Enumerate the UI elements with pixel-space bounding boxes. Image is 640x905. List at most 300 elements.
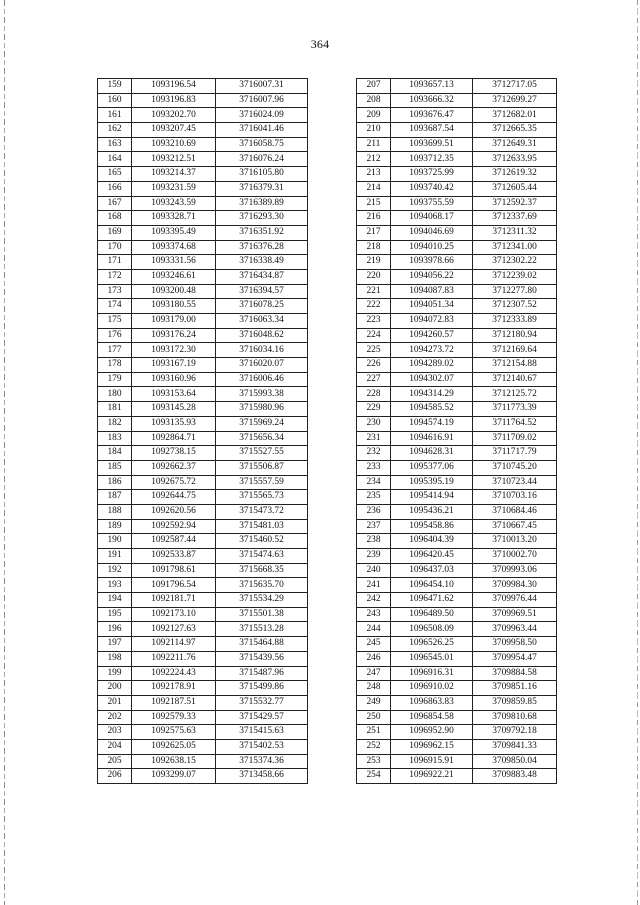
x-coordinate-cell: 1092187.51 (132, 695, 216, 710)
table-row (98, 519, 308, 534)
y-coordinate-cell: 3712277.80 (473, 284, 557, 299)
y-coordinate-cell: 3716006.46 (216, 372, 308, 387)
point-number-cell: 184 (98, 446, 132, 461)
y-coordinate-cell: 3709976.44 (473, 593, 557, 608)
table-row (357, 490, 557, 505)
x-coordinate-cell: 1094302.07 (391, 372, 473, 387)
table-row (98, 446, 308, 461)
table-row (357, 431, 557, 446)
table-row (98, 211, 308, 226)
point-number-cell: 188 (98, 504, 132, 519)
table-row (357, 299, 557, 314)
point-number-cell: 218 (357, 240, 391, 255)
x-coordinate-cell: 1093231.59 (132, 181, 216, 196)
point-number-cell: 197 (98, 637, 132, 652)
x-coordinate-cell: 1092625.05 (132, 739, 216, 754)
table-row (357, 607, 557, 622)
table-row (357, 416, 557, 431)
y-coordinate-cell: 3712633.95 (473, 152, 557, 167)
y-coordinate-cell: 3712605.44 (473, 181, 557, 196)
x-coordinate-cell: 1096952.90 (391, 725, 473, 740)
point-number-cell: 161 (98, 108, 132, 123)
y-coordinate-cell: 3711764.52 (473, 416, 557, 431)
x-coordinate-cell: 1092575.63 (132, 725, 216, 740)
y-coordinate-cell: 3716034.16 (216, 343, 308, 358)
table-row (357, 549, 557, 564)
table-row (357, 167, 557, 182)
table-row (98, 593, 308, 608)
x-coordinate-cell: 1092592.94 (132, 519, 216, 534)
y-coordinate-cell: 3716078.25 (216, 299, 308, 314)
y-coordinate-cell: 3715557.59 (216, 475, 308, 490)
point-number-cell: 170 (98, 240, 132, 255)
x-coordinate-cell: 1095414.94 (391, 490, 473, 505)
x-coordinate-cell: 1092178.91 (132, 681, 216, 696)
x-coordinate-cell: 1094616.91 (391, 431, 473, 446)
y-coordinate-cell: 3712592.37 (473, 196, 557, 211)
point-number-cell: 182 (98, 416, 132, 431)
x-coordinate-cell: 1093331.56 (132, 255, 216, 270)
x-coordinate-cell: 1096962.15 (391, 739, 473, 754)
point-number-cell: 159 (98, 79, 132, 94)
point-number-cell: 241 (357, 578, 391, 593)
x-coordinate-cell: 1093755.59 (391, 196, 473, 211)
y-coordinate-cell: 3710745.20 (473, 460, 557, 475)
x-coordinate-cell: 1093196.54 (132, 79, 216, 94)
point-number-cell: 191 (98, 549, 132, 564)
point-number-cell: 196 (98, 622, 132, 637)
x-coordinate-cell: 1093328.71 (132, 211, 216, 226)
point-number-cell: 246 (357, 651, 391, 666)
x-coordinate-cell: 1094046.69 (391, 225, 473, 240)
y-coordinate-cell: 3712682.01 (473, 108, 557, 123)
table-row (357, 725, 557, 740)
table-row (357, 534, 557, 549)
point-number-cell: 207 (357, 79, 391, 94)
x-coordinate-cell: 1093374.68 (132, 240, 216, 255)
point-number-cell: 199 (98, 666, 132, 681)
table-row (357, 79, 557, 94)
point-number-cell: 222 (357, 299, 391, 314)
point-number-cell: 194 (98, 593, 132, 608)
table-row (98, 431, 308, 446)
point-number-cell: 231 (357, 431, 391, 446)
point-number-cell: 166 (98, 181, 132, 196)
x-coordinate-cell: 1092675.72 (132, 475, 216, 490)
y-coordinate-cell: 3716020.07 (216, 358, 308, 373)
y-coordinate-cell: 3712333.89 (473, 314, 557, 329)
table-row (98, 666, 308, 681)
x-coordinate-cell: 1093699.51 (391, 137, 473, 152)
x-coordinate-cell: 1091796.54 (132, 578, 216, 593)
y-coordinate-cell: 3709884.58 (473, 666, 557, 681)
table-row (98, 269, 308, 284)
table-row (98, 402, 308, 417)
y-coordinate-cell: 3715402.53 (216, 739, 308, 754)
table-row (98, 372, 308, 387)
table-row (357, 593, 557, 608)
point-number-cell: 185 (98, 460, 132, 475)
x-coordinate-cell: 1096489.50 (391, 607, 473, 622)
table-row (98, 622, 308, 637)
table-row (357, 343, 557, 358)
point-number-cell: 179 (98, 372, 132, 387)
table-row (98, 651, 308, 666)
table-row (357, 769, 557, 784)
table-row (357, 637, 557, 652)
table-row (357, 402, 557, 417)
y-coordinate-cell: 3712699.27 (473, 93, 557, 108)
x-coordinate-cell: 1093725.99 (391, 167, 473, 182)
table-row (98, 681, 308, 696)
y-coordinate-cell: 3712311.32 (473, 225, 557, 240)
x-coordinate-cell: 1094574.19 (391, 416, 473, 431)
table-row (98, 387, 308, 402)
point-number-cell: 213 (357, 167, 391, 182)
point-number-cell: 244 (357, 622, 391, 637)
y-coordinate-cell: 3713458.66 (216, 769, 308, 784)
point-number-cell: 167 (98, 196, 132, 211)
y-coordinate-cell: 3716376.28 (216, 240, 308, 255)
table-row (98, 284, 308, 299)
point-number-cell: 245 (357, 637, 391, 652)
y-coordinate-cell: 3716434.87 (216, 269, 308, 284)
point-number-cell: 210 (357, 123, 391, 138)
table-row (98, 710, 308, 725)
y-coordinate-cell: 3715534.29 (216, 593, 308, 608)
table-row (98, 328, 308, 343)
point-number-cell: 230 (357, 416, 391, 431)
point-number-cell: 201 (98, 695, 132, 710)
y-coordinate-cell: 3715473.72 (216, 504, 308, 519)
y-coordinate-cell: 3710667.45 (473, 519, 557, 534)
x-coordinate-cell: 1092662.37 (132, 460, 216, 475)
x-coordinate-cell: 1092638.15 (132, 754, 216, 769)
table-row (357, 460, 557, 475)
x-coordinate-cell: 1095436.21 (391, 504, 473, 519)
table-row (357, 284, 557, 299)
y-coordinate-cell: 3715635.70 (216, 578, 308, 593)
x-coordinate-cell: 1096910.02 (391, 681, 473, 696)
y-coordinate-cell: 3715969.24 (216, 416, 308, 431)
y-coordinate-cell: 3710703.16 (473, 490, 557, 505)
table-row (98, 637, 308, 652)
y-coordinate-cell: 3716058.75 (216, 137, 308, 152)
y-coordinate-cell: 3712169.64 (473, 343, 557, 358)
table-row (98, 534, 308, 549)
y-coordinate-cell: 3715993.38 (216, 387, 308, 402)
table-row (357, 240, 557, 255)
table-row (357, 695, 557, 710)
table-row (98, 754, 308, 769)
point-number-cell: 173 (98, 284, 132, 299)
x-coordinate-cell: 1096404.39 (391, 534, 473, 549)
y-coordinate-cell: 3712154.88 (473, 358, 557, 373)
table-row (98, 108, 308, 123)
point-number-cell: 163 (98, 137, 132, 152)
table-row (98, 739, 308, 754)
y-coordinate-cell: 3709851.16 (473, 681, 557, 696)
table-row (98, 167, 308, 182)
point-number-cell: 180 (98, 387, 132, 402)
x-coordinate-cell: 1096863.83 (391, 695, 473, 710)
y-coordinate-cell: 3711709.02 (473, 431, 557, 446)
x-coordinate-cell: 1094314.29 (391, 387, 473, 402)
y-coordinate-cell: 3715532.77 (216, 695, 308, 710)
x-coordinate-cell: 1094010.25 (391, 240, 473, 255)
point-number-cell: 175 (98, 314, 132, 329)
y-coordinate-cell: 3712125.72 (473, 387, 557, 402)
x-coordinate-cell: 1093214.37 (132, 167, 216, 182)
x-coordinate-cell: 1092644.75 (132, 490, 216, 505)
y-coordinate-cell: 3716007.31 (216, 79, 308, 94)
y-coordinate-cell: 3715668.35 (216, 563, 308, 578)
table-row (98, 769, 308, 784)
y-coordinate-cell: 3709954.47 (473, 651, 557, 666)
x-coordinate-cell: 1093160.96 (132, 372, 216, 387)
point-number-cell: 237 (357, 519, 391, 534)
y-coordinate-cell: 3709883.48 (473, 769, 557, 784)
point-number-cell: 252 (357, 739, 391, 754)
point-number-cell: 187 (98, 490, 132, 505)
point-number-cell: 214 (357, 181, 391, 196)
point-number-cell: 172 (98, 269, 132, 284)
point-number-cell: 251 (357, 725, 391, 740)
x-coordinate-cell: 1093246.61 (132, 269, 216, 284)
y-coordinate-cell: 3715501.38 (216, 607, 308, 622)
table-row (357, 578, 557, 593)
point-number-cell: 176 (98, 328, 132, 343)
table-row (357, 314, 557, 329)
table-row (357, 754, 557, 769)
table-row (357, 225, 557, 240)
x-coordinate-cell: 1092127.63 (132, 622, 216, 637)
table-row (357, 666, 557, 681)
table-row (357, 123, 557, 138)
y-coordinate-cell: 3712239.02 (473, 269, 557, 284)
x-coordinate-cell: 1093200.48 (132, 284, 216, 299)
x-coordinate-cell: 1094585.52 (391, 402, 473, 417)
table-row (357, 181, 557, 196)
point-number-cell: 229 (357, 402, 391, 417)
point-number-cell: 183 (98, 431, 132, 446)
x-coordinate-cell: 1093135.93 (132, 416, 216, 431)
y-coordinate-cell: 3709850.04 (473, 754, 557, 769)
y-coordinate-cell: 3709993.06 (473, 563, 557, 578)
point-number-cell: 177 (98, 343, 132, 358)
x-coordinate-cell: 1093180.55 (132, 299, 216, 314)
point-number-cell: 234 (357, 475, 391, 490)
x-coordinate-cell: 1096526.25 (391, 637, 473, 652)
y-coordinate-cell: 3710684.46 (473, 504, 557, 519)
y-coordinate-cell: 3715374.36 (216, 754, 308, 769)
x-coordinate-cell: 1093210.69 (132, 137, 216, 152)
x-coordinate-cell: 1094273.72 (391, 343, 473, 358)
y-coordinate-cell: 3712619.32 (473, 167, 557, 182)
x-coordinate-cell: 1094260.57 (391, 328, 473, 343)
point-number-cell: 235 (357, 490, 391, 505)
point-number-cell: 226 (357, 358, 391, 373)
y-coordinate-cell: 3712717.05 (473, 79, 557, 94)
x-coordinate-cell: 1093657.13 (391, 79, 473, 94)
x-coordinate-cell: 1093978.66 (391, 255, 473, 270)
table-row (98, 475, 308, 490)
y-coordinate-cell: 3716063.34 (216, 314, 308, 329)
y-coordinate-cell: 3715474.63 (216, 549, 308, 564)
x-coordinate-cell: 1093243.59 (132, 196, 216, 211)
table-row (357, 328, 557, 343)
y-coordinate-cell: 3715499.86 (216, 681, 308, 696)
table-row (98, 123, 308, 138)
table-row (357, 269, 557, 284)
x-coordinate-cell: 1094628.31 (391, 446, 473, 461)
x-coordinate-cell: 1092211.76 (132, 651, 216, 666)
point-number-cell: 219 (357, 255, 391, 270)
point-number-cell: 240 (357, 563, 391, 578)
y-coordinate-cell: 3715460.52 (216, 534, 308, 549)
point-number-cell: 242 (357, 593, 391, 608)
table-row (98, 152, 308, 167)
y-coordinate-cell: 3716007.96 (216, 93, 308, 108)
x-coordinate-cell: 1096545.01 (391, 651, 473, 666)
point-number-cell: 221 (357, 284, 391, 299)
y-coordinate-cell: 3709984.30 (473, 578, 557, 593)
point-number-cell: 202 (98, 710, 132, 725)
point-number-cell: 227 (357, 372, 391, 387)
table-row (98, 607, 308, 622)
x-coordinate-cell: 1093299.07 (132, 769, 216, 784)
point-number-cell: 233 (357, 460, 391, 475)
y-coordinate-cell: 3715513.28 (216, 622, 308, 637)
y-coordinate-cell: 3715429.57 (216, 710, 308, 725)
table-row (357, 563, 557, 578)
point-number-cell: 247 (357, 666, 391, 681)
point-number-cell: 186 (98, 475, 132, 490)
y-coordinate-cell: 3709841.33 (473, 739, 557, 754)
point-number-cell: 203 (98, 725, 132, 740)
x-coordinate-cell: 1096454.10 (391, 578, 473, 593)
x-coordinate-cell: 1096916.31 (391, 666, 473, 681)
y-coordinate-cell: 3716351.92 (216, 225, 308, 240)
scan-edge-right (637, 0, 638, 905)
x-coordinate-cell: 1096854.58 (391, 710, 473, 725)
table-row (98, 79, 308, 94)
point-number-cell: 239 (357, 549, 391, 564)
table-row (98, 299, 308, 314)
x-coordinate-cell: 1095458.86 (391, 519, 473, 534)
y-coordinate-cell: 3712649.31 (473, 137, 557, 152)
table-row (357, 152, 557, 167)
x-coordinate-cell: 1096437.03 (391, 563, 473, 578)
y-coordinate-cell: 3715439.56 (216, 651, 308, 666)
table-row (357, 211, 557, 226)
y-coordinate-cell: 3715980.96 (216, 402, 308, 417)
x-coordinate-cell: 1096508.09 (391, 622, 473, 637)
y-coordinate-cell: 3715656.34 (216, 431, 308, 446)
table-row (357, 681, 557, 696)
point-number-cell: 205 (98, 754, 132, 769)
table-row (98, 314, 308, 329)
point-number-cell: 164 (98, 152, 132, 167)
point-number-cell: 171 (98, 255, 132, 270)
point-number-cell: 220 (357, 269, 391, 284)
x-coordinate-cell: 1094072.83 (391, 314, 473, 329)
x-coordinate-cell: 1093212.51 (132, 152, 216, 167)
table-row (357, 358, 557, 373)
y-coordinate-cell: 3712337.69 (473, 211, 557, 226)
y-coordinate-cell: 3715464.88 (216, 637, 308, 652)
x-coordinate-cell: 1093687.54 (391, 123, 473, 138)
x-coordinate-cell: 1092114.97 (132, 637, 216, 652)
point-number-cell: 211 (357, 137, 391, 152)
point-number-cell: 216 (357, 211, 391, 226)
table-row (357, 372, 557, 387)
point-number-cell: 204 (98, 739, 132, 754)
point-number-cell: 193 (98, 578, 132, 593)
point-number-cell: 215 (357, 196, 391, 211)
table-row (98, 255, 308, 270)
y-coordinate-cell: 3715565.73 (216, 490, 308, 505)
y-coordinate-cell: 3716379.31 (216, 181, 308, 196)
table-row (98, 240, 308, 255)
x-coordinate-cell: 1092587.44 (132, 534, 216, 549)
table-row (357, 446, 557, 461)
point-number-cell: 192 (98, 563, 132, 578)
table-row (98, 416, 308, 431)
point-number-cell: 169 (98, 225, 132, 240)
x-coordinate-cell: 1095377.06 (391, 460, 473, 475)
y-coordinate-cell: 3712302.22 (473, 255, 557, 270)
table-row (98, 343, 308, 358)
table-row (357, 504, 557, 519)
table-row (98, 196, 308, 211)
point-number-cell: 249 (357, 695, 391, 710)
x-coordinate-cell: 1096915.91 (391, 754, 473, 769)
page-number: 364 (310, 37, 330, 51)
x-coordinate-cell: 1092173.10 (132, 607, 216, 622)
table-row (98, 578, 308, 593)
point-number-cell: 189 (98, 519, 132, 534)
point-number-cell: 217 (357, 225, 391, 240)
point-number-cell: 253 (357, 754, 391, 769)
point-number-cell: 195 (98, 607, 132, 622)
x-coordinate-cell: 1093172.30 (132, 343, 216, 358)
x-coordinate-cell: 1095395.19 (391, 475, 473, 490)
point-number-cell: 190 (98, 534, 132, 549)
x-coordinate-cell: 1093145.28 (132, 402, 216, 417)
x-coordinate-cell: 1094056.22 (391, 269, 473, 284)
x-coordinate-cell: 1093676.47 (391, 108, 473, 123)
table-row (98, 460, 308, 475)
y-coordinate-cell: 3709810.68 (473, 710, 557, 725)
point-number-cell: 178 (98, 358, 132, 373)
y-coordinate-cell: 3715487.96 (216, 666, 308, 681)
x-coordinate-cell: 1092533.87 (132, 549, 216, 564)
table-row (98, 695, 308, 710)
x-coordinate-cell: 1092224.43 (132, 666, 216, 681)
table-row (98, 225, 308, 240)
x-coordinate-cell: 1092864.71 (132, 431, 216, 446)
point-number-cell: 168 (98, 211, 132, 226)
table-row (98, 725, 308, 740)
table-row (98, 358, 308, 373)
x-coordinate-cell: 1093176.24 (132, 328, 216, 343)
x-coordinate-cell: 1093740.42 (391, 181, 473, 196)
x-coordinate-cell: 1096471.62 (391, 593, 473, 608)
x-coordinate-cell: 1093712.35 (391, 152, 473, 167)
y-coordinate-cell: 3712307.52 (473, 299, 557, 314)
y-coordinate-cell: 3715506.87 (216, 460, 308, 475)
